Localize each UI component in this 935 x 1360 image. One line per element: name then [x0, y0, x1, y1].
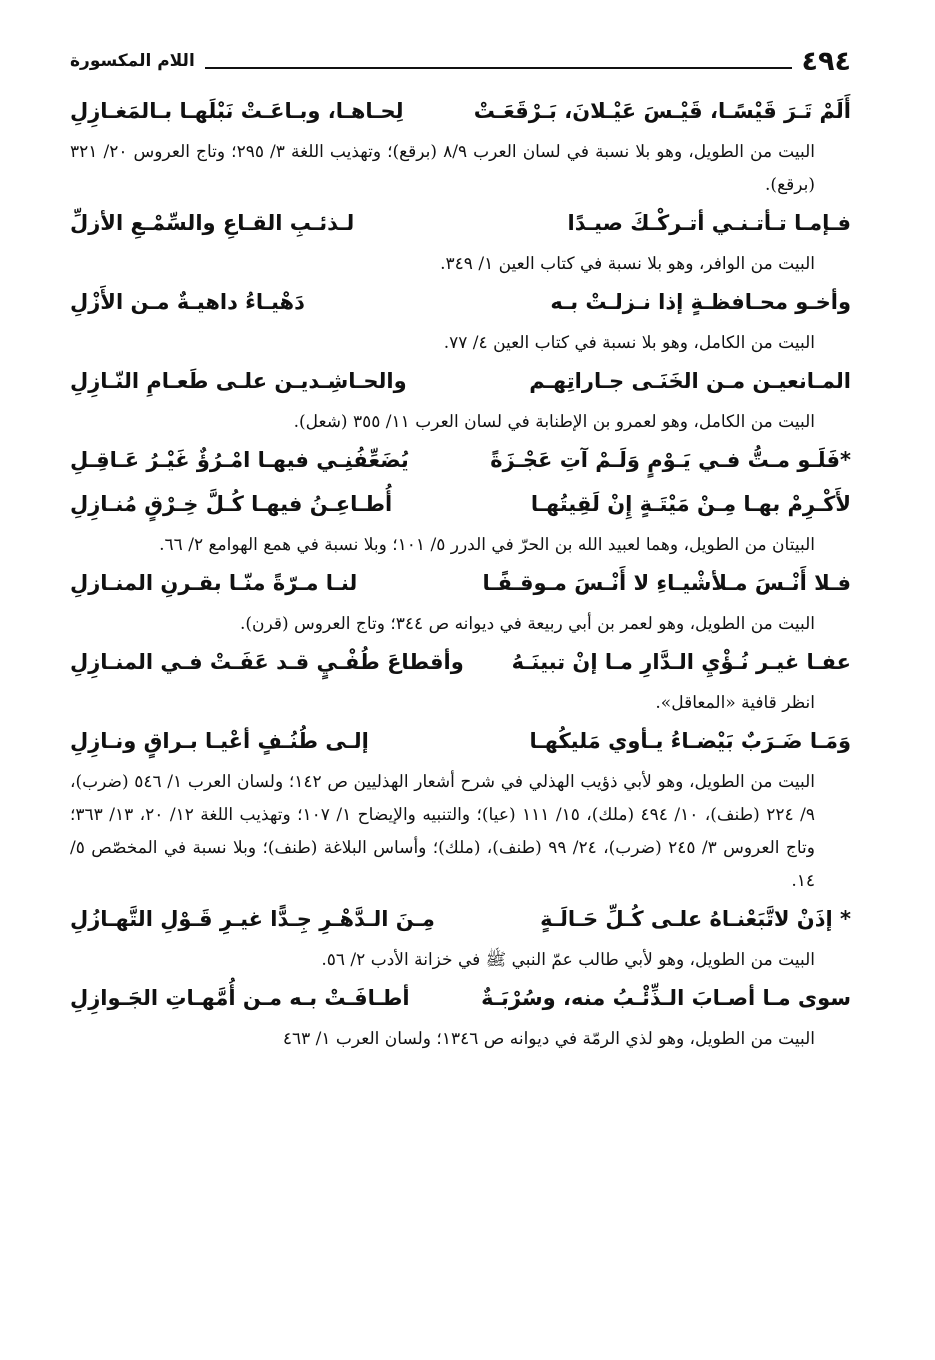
- verse-second-hemistich: لنـا مـرّةً منّـا بقـرنِ المنـازلِ: [70, 571, 358, 595]
- verse-second-hemistich: يُضَعِّفُنِـي فيهـا امْـرُؤٌ غَيْـرُ عَـاقِـلِ: [70, 448, 409, 472]
- verse-first-hemistich: المـانعيـن مـن الخَنَـى جـاراتِهـم: [529, 369, 851, 393]
- verse-entry: [70, 564, 851, 641]
- verse-line: [70, 283, 851, 327]
- verse-first-hemistich: لأَكْـرِمْ بهـا مِـنْ مَيْتَـةٍ إِنْ لَقِيتُهـا: [530, 492, 851, 516]
- verse-entry: [70, 722, 851, 898]
- verse-source-note: البيت من الطويل، وهو لذي الرمّة في ديوانه ص ١٣٤٦؛ ولسان العرب ١/ ٤٦٣: [282, 1029, 815, 1049]
- verse-line: [70, 722, 851, 766]
- verse-first-hemistich: فـلا أَنْـسَ مـلأشْيـاءِ لا أَنْـسَ مـوقـفًـا: [482, 571, 851, 595]
- verse-source-note: البيتان من الطويل، وهما لعبيد الله بن الحرّ في الدرر ٥/ ١٠١؛ وبلا نسبة في همع الهوامع ٢/ ٦٦.: [159, 535, 815, 555]
- verse-entry: [70, 362, 851, 439]
- verse-line: [70, 900, 851, 944]
- verse-first-hemistich: سوى مـا أصـابَ الـذِّئْـبُ منه، وسُرْبَـةٌ: [481, 986, 851, 1010]
- verse-line: [70, 441, 851, 485]
- verse-first-hemistich: * إذَنْ لاتَّبَعْنـاهُ علـى كُـلِّ حَـالَـةٍ: [540, 907, 851, 931]
- verse-second-hemistich: لـذئـبِ القـاعِ والسِّمْـعِ الأزلِّ: [70, 211, 355, 235]
- verse-second-hemistich: أطـافَـتْ بـه مـن أُمَّهـاتِ الجَـوازِلِ: [70, 986, 410, 1010]
- verse-entry: [70, 643, 851, 720]
- verse-entry: [70, 900, 851, 977]
- running-head: اللام المكسورة: [70, 51, 195, 71]
- verse-entry: [70, 204, 851, 281]
- verse-second-hemistich: إلـى طُنُـفٍ أعْيـا بـراقٍ ونـازِلِ: [70, 729, 369, 753]
- verse-source-note: البيت من الطويل، وهو لأبي ذؤيب الهذلي في شرح أشعار الهذليين ص ١٤٢؛ ولسان العرب ١/ ٥٤٦ (ضرب)، ٩/ ٢٢٤ (طنف)، ١٠/ ٤٩٤ (ملك)، ١٥/ ١١١ (عيا)؛ والتنبيه والإيضاح ١/ ١٠٧؛ وتهذيب اللغة ١٢/ ٢٠، ١٣/ ٣٦٣؛ وتاج العروس ٣/ ٢٤٥ (ضرب)، ٢٤/ ٩٩ (طنف)، (ملك)؛ وأساس البلاغة (طنف)؛ وبلا نسبة في المخصّص ٥/ ١٤.: [70, 772, 815, 891]
- verse-line: [70, 485, 851, 529]
- verse-first-hemistich: فـإمـا تـأتـنـي أتـركْـكَ صيـدًا: [567, 211, 851, 235]
- verse-second-hemistich: لِحـاهـا، وبـاعَـتْ نَبْلَهـا بـالمَغـازِلِ: [70, 99, 404, 123]
- verse-second-hemistich: والحـاشِـديـن علـى طَعـامِ النّـازِلِ: [70, 369, 407, 393]
- verse-entry: [70, 441, 851, 562]
- verse-source-note: البيت من الطويل، وهو بلا نسبة في لسان العرب ٨/٩ (برقع)؛ وتهذيب اللغة ٣/ ٢٩٥؛ وتاج العروس ٢٠/ ٣٢١ (برقع).: [70, 142, 816, 195]
- verse-entry: [70, 283, 851, 360]
- entries-list: [70, 92, 851, 1056]
- verse-line: [70, 564, 851, 608]
- verse-first-hemistich: عفـا غيـر نُـؤْيِ الـدَّارِ مـا إنْ تبينَـهُ: [511, 650, 851, 674]
- page-number: ٤٩٤: [801, 45, 851, 77]
- verse-second-hemistich: مِـنَ الـدَّهْـرِ جِـدًّا غيـرِ قَـوْلِ التَّهـازُلِ: [70, 907, 435, 931]
- verse-source-note: البيت من الطويل، وهو لعمر بن أبي ربيعة في ديوانه ص ٣٤٤؛ وتاج العروس (قرن).: [239, 614, 815, 634]
- verse-source-note: البيت من الوافر، وهو بلا نسبة في كتاب العين ١/ ٣٤٩.: [440, 254, 815, 274]
- verse-line: [70, 204, 851, 248]
- verse-source-note: البيت من الكامل، وهو لعمرو بن الإطنابة في لسان العرب ١١/ ٣٥٥ (شعل).: [293, 412, 815, 432]
- verse-source-note: انظر قافية «المعاقل».: [655, 693, 815, 713]
- verse-first-hemistich: وَمَـا ضَـرَبٌ بَيْضـاءُ يـأوي مَليكُهـا: [529, 729, 851, 753]
- verse-second-hemistich: أُطـاعِـنُ فيهـا كُـلَّ خِـرْقٍ مُنـازِلِ: [70, 492, 393, 516]
- verse-source-note: البيت من الطويل، وهو لأبي طالب عمّ النبي ﷺ في خزانة الأدب ٢/ ٥٦.: [321, 950, 815, 970]
- verse-line: [70, 643, 851, 687]
- verse-entry: [70, 979, 851, 1056]
- verse-second-hemistich: دَهْيـاءُ داهيـةٌ مـن الأَزْلِ: [70, 290, 305, 314]
- verse-source-note: البيت من الكامل، وهو بلا نسبة في كتاب العين ٤/ ٧٧.: [443, 333, 815, 353]
- verse-first-hemistich: وأخـو محـافظـةٍ إذا نـزلـتْ بـه: [550, 290, 851, 314]
- page-header: [70, 44, 851, 78]
- verse-first-hemistich: *فَلَـو مـتُّ فـي يَـوْمٍ وَلَـمْ آتِ عَجْـزَةً: [490, 448, 851, 472]
- header-rule: [205, 67, 792, 69]
- verse-entry: [70, 92, 851, 202]
- verse-line: [70, 979, 851, 1023]
- verse-first-hemistich: أَلَمْ تَـرَ قَيْسًـا، قَيْـسَ عَيْـلانَ، بَـرْقَعَـتْ: [473, 99, 851, 123]
- verse-line: [70, 92, 851, 136]
- verse-line: [70, 362, 851, 406]
- verse-second-hemistich: وأقطاعَ طُفْـيٍ قـد عَفَـتْ فـي المنـازِلِ: [70, 650, 464, 674]
